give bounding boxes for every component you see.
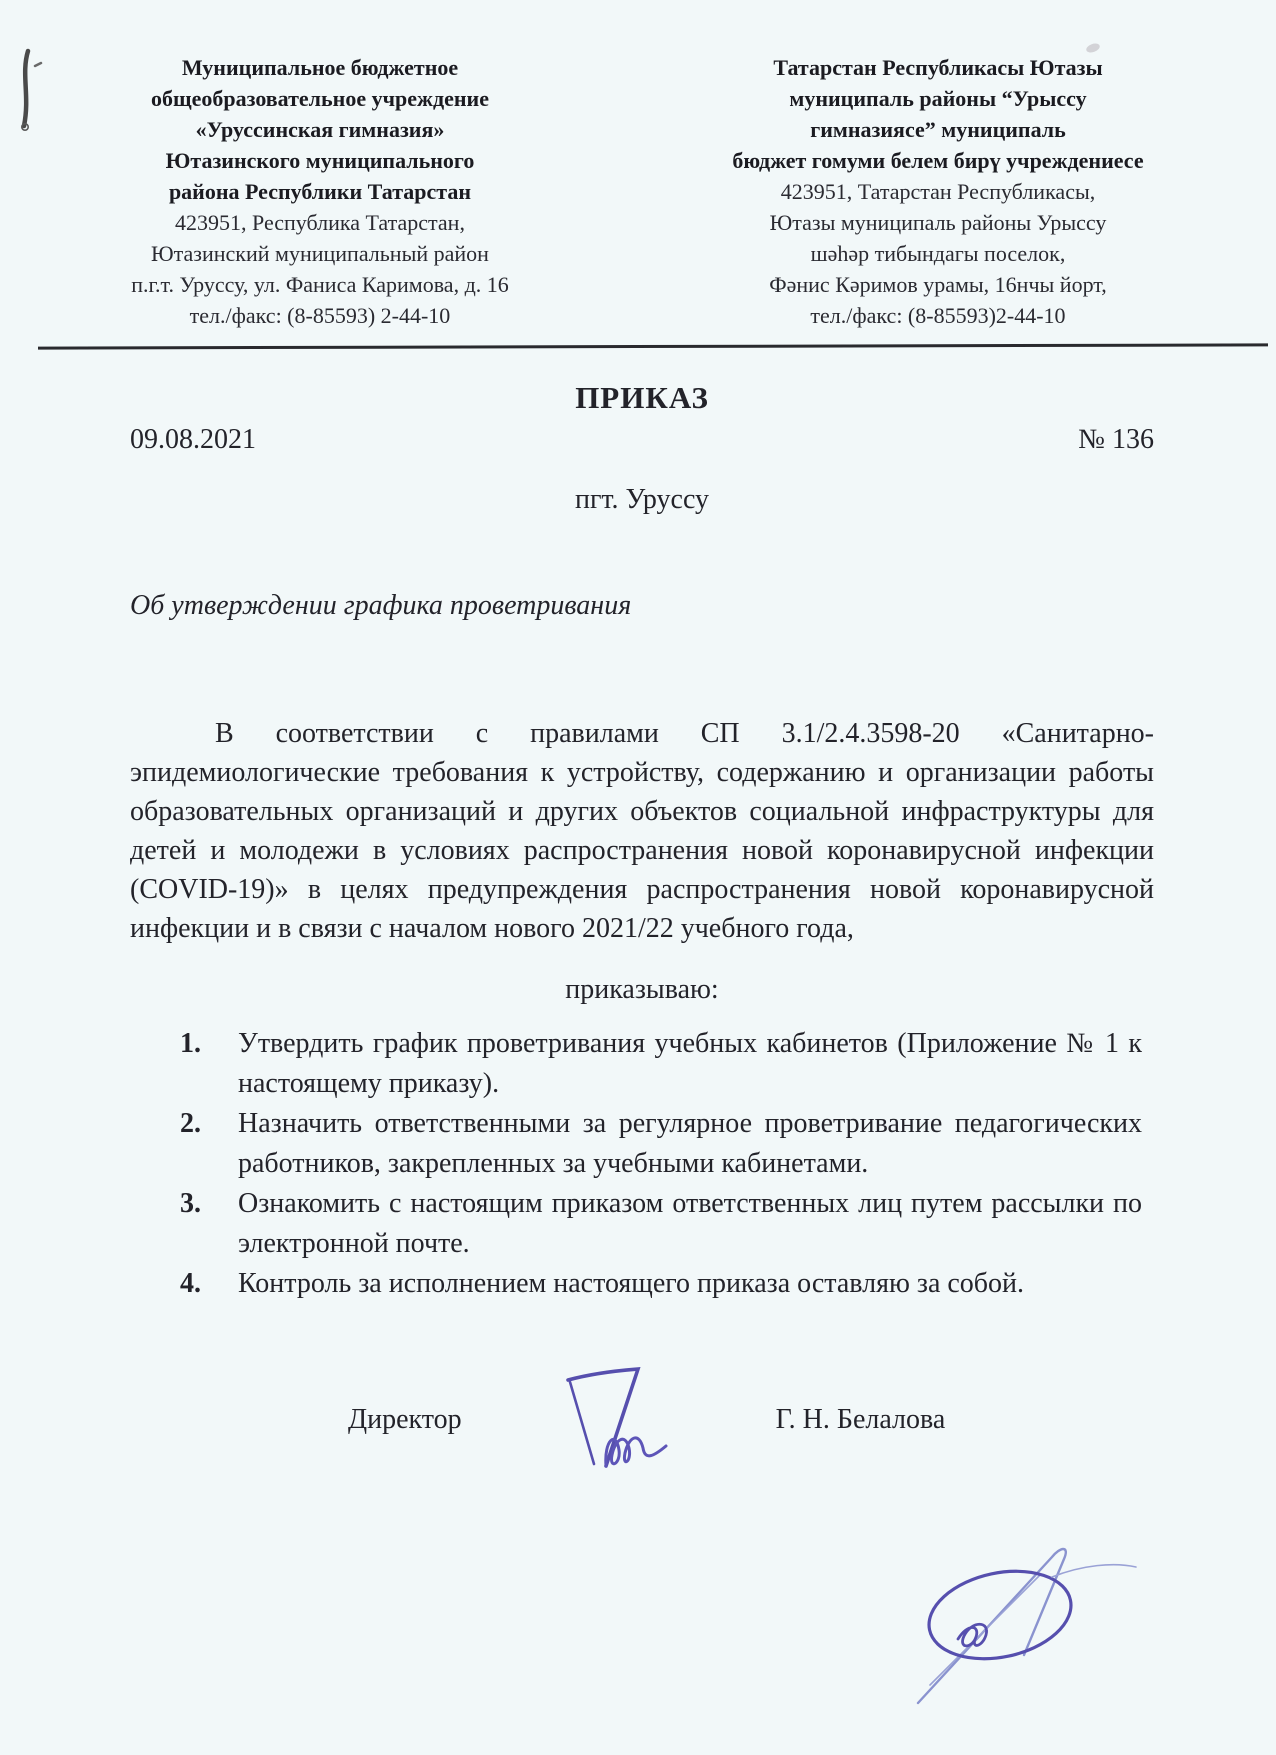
letterhead-line: тел./факс: (8-85593) 2-44-10 (189, 303, 451, 328)
item-number: 4. (180, 1268, 201, 1299)
letterhead (0, 0, 1276, 331)
director-signature-ink (558, 1366, 688, 1474)
order-item (180, 1264, 1154, 1304)
item-text: Ознакомить с настоящим приказом ответственных лиц путем рассылки по электронной почте. (238, 1188, 1142, 1259)
letterhead-line: тел./факс: (8-85593)2-44-10 (810, 303, 1066, 328)
letterhead-line: п.г.т. Уруссу, ул. Фаниса Каримова, д. 16 (131, 272, 509, 297)
order-title: ПРИКАЗ (575, 380, 709, 415)
letterhead-line: бюджет гомуми белем бирү учреждениесе (732, 148, 1144, 173)
letterhead-line: 423951, Республика Татарстан, (175, 210, 465, 235)
signature-position: Директор (348, 1404, 462, 1435)
letterhead-russian (104, 52, 536, 331)
order-item (180, 1024, 1154, 1104)
item-number: 3. (180, 1188, 201, 1219)
signature-block (130, 1366, 1154, 1474)
approval-signature-ink (900, 1535, 1145, 1720)
letterhead-line: Ютазы муниципаль районы Урыссу (769, 210, 1107, 235)
letterhead-line: района Республики Татарстан (168, 179, 472, 204)
decree-word: приказываю: (565, 974, 719, 1005)
letterhead-line: гимназиясе” муниципаль (810, 117, 1066, 142)
item-number: 1. (180, 1028, 201, 1059)
letterhead-line: Татарстан Республикасы Ютазы (773, 55, 1103, 80)
order-item (180, 1104, 1154, 1184)
org-address-russian (104, 207, 536, 331)
letterhead-line: 423951, Татарстан Республикасы, (780, 179, 1096, 204)
org-name-tatar (688, 52, 1188, 176)
item-text: Утвердить график проветривания учебных кабинетов (Приложение № 1 к настоящему приказу). (238, 1028, 1142, 1099)
order-items-list (130, 1024, 1154, 1304)
org-address-tatar (688, 176, 1188, 331)
order-content (0, 380, 1276, 1474)
order-place: пгт. Уруссу (574, 484, 710, 515)
order-subject: Об утверждении графика проветривания (130, 590, 632, 621)
letterhead-line: Муниципальное бюджетное (181, 55, 459, 80)
letterhead-line: муниципаль районы “Урыссу (789, 86, 1087, 111)
letterhead-line: шәһәр тибындагы поселок, (810, 241, 1066, 266)
letterhead-line: «Уруссинская гимназия» (195, 117, 445, 142)
order-number: № 136 (1078, 424, 1154, 455)
item-text: Контроль за исполнением настоящего приказа оставляю за собой. (238, 1268, 1025, 1299)
order-date: 09.08.2021 (130, 424, 256, 455)
order-meta (130, 424, 1154, 456)
letterhead-tatar (688, 52, 1188, 331)
staple-mark (16, 46, 46, 136)
item-number: 2. (180, 1108, 201, 1139)
org-name-russian (104, 52, 536, 207)
letterhead-line: Ютазинский муниципальный район (151, 241, 489, 266)
item-text: Назначить ответственными за регулярное проветривание педагогических работников, закрепленных за учебными кабинетами. (238, 1108, 1142, 1179)
letterhead-line: Фәнис Кәримов урамы, 16нчы йорт, (769, 272, 1107, 297)
header-divider (38, 343, 1268, 349)
letterhead-line: Ютазинского муниципального (165, 148, 475, 173)
signature-name: Г. Н. Белалова (775, 1404, 946, 1435)
order-body-paragraph: В соответствии с правилами СП 3.1/2.4.3598-20 «Санитарно-эпидемиологические требования к устройству, содержанию и организации работы образовательных организаций и других объектов социальной инфраструктуры для детей и молодежи в условиях распространения новой коронавирусной инфекции (COVID-19)» в целях предупреждения распространения новой коронавирусной инфекции и в связи с началом нового 2021/22 учебного года, (130, 718, 1154, 944)
order-item (180, 1184, 1154, 1264)
letterhead-line: общеобразовательное учреждение (151, 86, 489, 111)
